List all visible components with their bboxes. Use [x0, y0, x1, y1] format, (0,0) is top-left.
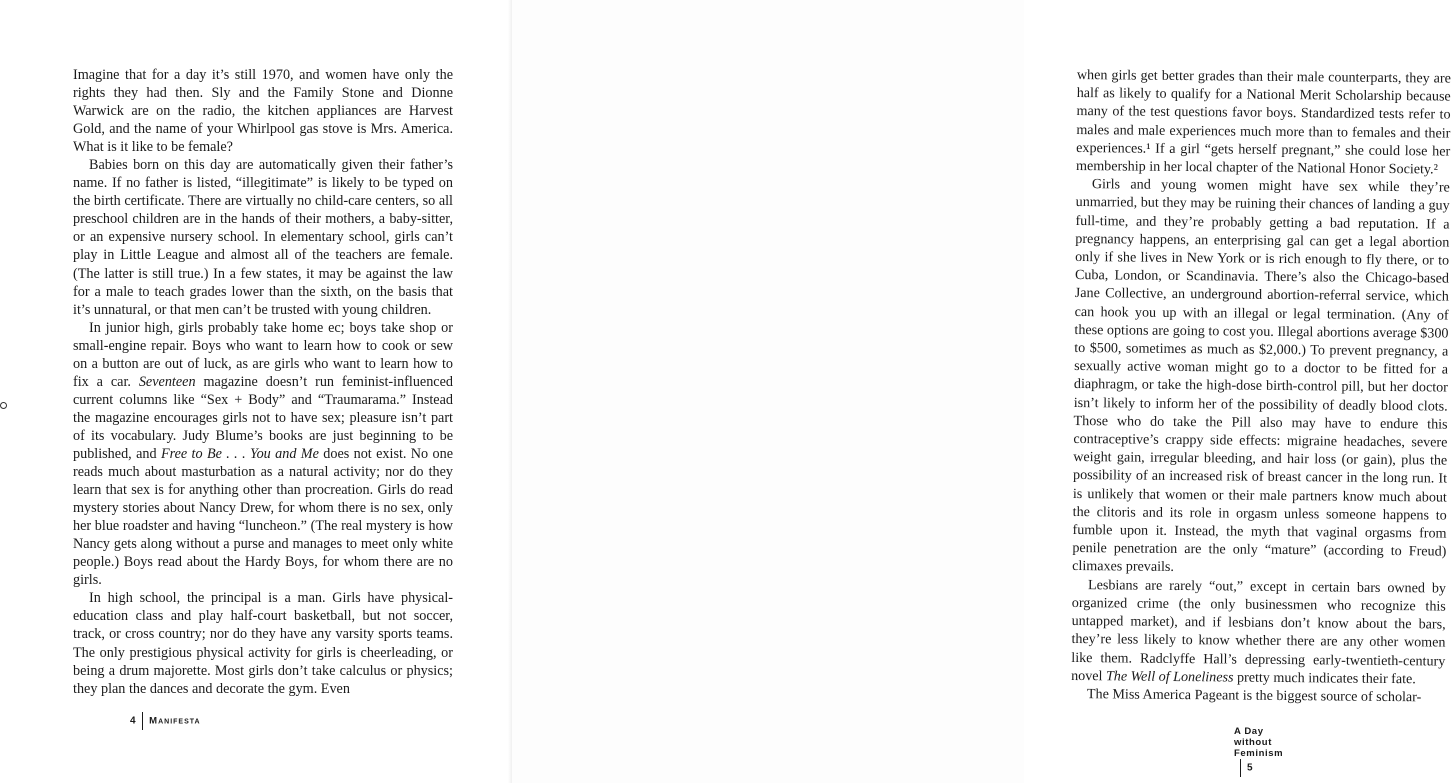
text-run: In high school, the principal is a man. Girls have physical-education class and play half-court basketball, but not soccer, track, or cross country; nor do they have any varsity sports teams. The only prestigious physical activity for girls is cheerleading, or being a drum majorette. Most girls don’t take calculus or physics; they plan the dances and decorate the gym. Even: [73, 590, 453, 697]
paragraph: [73, 589, 453, 697]
text-run: Babies born on this day are automatically given their father’s name. If no father is listed, “illegitimate” is likely to be typed on the birth certificate. There are virtually no child-care centers, so all preschool children are in the hands of their mothers, a baby-sitter, or an expensive nursery school. In elementary school, girls can’t play in Little League and almost all of the teachers are female. (The latter is still true.) In a few states, it may be against the law for a male to teach grades lower than the sixth, on the basis that it’s unnatural, or that men can’t be trusted with young children.: [73, 157, 453, 318]
text-run: Imagine that for a day it’s still 1970, and women have only the rights they had then. Sly and the Family Stone and Dionne Warwick are on the radio, the kitchen appliances are Harvest Gold, and the name of your Whirlpool gas stove is Mrs. America. What is it like to be female?: [73, 67, 453, 156]
italic-title: Seventeen: [138, 373, 196, 390]
text-run: Girls and young women might have sex while they’re unmarried, but they may be ruining their chances of landing a guy full-time, and they’re probably getting a bad reputation. If a pregnancy happens, an enterprising gal can get a legal abortion only if she lives in New York or is rich enough to fly there, or to Cuba, London, or Scandinavia. There’s also the Chicago-based Jane Collective, an underground abortion-referral service, which can hook you up with an illegal or legal termination. (Any of these options are going to cost you. Illegal abortions average $300 to $500, sometimes as much as $2,000.) To prevent pregnancy, a sexually active woman might go to a doctor to be fitted for a diaphragm, or take the high-dose birth-control pill, but her doctor isn’t likely to inform her of the possibility of deadly blood clots. Those who do take the Pill also may have to endure this contraceptive’s crappy side effects: migraine headaches, severe weight gain, irregular bleeding, and hair loss (or gain), plus the possibility of an increased risk of breast cancer in the long run. It is unlikely that women or their male partners know much about the clitoris and its role in orgasm unless someone happens to fumble upon it. Instead, the myth that vaginal orgasms from penile penetration are the only “mature” (according to Freud) climaxes prevails.: [1072, 176, 1450, 576]
paragraph: [1076, 66, 1451, 179]
paragraph: [1071, 576, 1446, 689]
left-page-body: [73, 66, 453, 698]
right-page-footer: [1234, 726, 1283, 777]
footer-divider: [142, 712, 143, 730]
text-run: Lesbians are rarely “out,” except in certain bars owned by organized crime (the only businessmen who recognize this untapped market), and if lesbians don’t know about the bars, they’re less likely to know whether there are any other women like them. Radclyffe Hall’s depressing early-twentieth-century novel: [1071, 576, 1447, 685]
paragraph: [1071, 685, 1445, 707]
margin-mark: [0, 402, 7, 409]
right-page-body: [1071, 66, 1451, 707]
italic-title: Free to Be . . . You and Me: [160, 445, 319, 462]
running-head: Manifesta: [149, 715, 201, 727]
left-page-footer: [130, 712, 201, 730]
paragraph: [73, 319, 453, 590]
italic-title: The Well of Loneliness: [1105, 668, 1234, 686]
paragraph: [73, 66, 453, 156]
text-run: when girls get better grades than their male counterparts, they are half as likely to qualify for a National Merit Scholarship because many of the test questions favor boys. Standardized tests refer to males and male experiences much more than to females and their experiences.¹ If a girl “gets herself pregnant,” she could lose her membership in her local chapter of the National Honor Society.²: [1075, 66, 1451, 178]
text-run: magazine doesn’t run feminist-influenced current columns like “Sex + Body” and “Traumarama.” Instead the magazine encourages girls not to have sex; pleasure isn’t part of its vocabulary. Judy Blume’s books are just beginning to be published, and: [73, 373, 453, 462]
text-run: does not exist. No one reads much about masturbation as a natural activity; nor do they learn that sex is for anything other than procreation. Girls do read mystery stories about Nancy Drew, for whom there is no sex, only her blue roadster and having “luncheon.” (The real mystery is how Nancy gets along without a purse and manages to meet only white people.) Boys read about the Hardy Boys, for whom there are no girls.: [73, 445, 453, 589]
paragraph: [73, 156, 453, 318]
text-run: The Miss America Pageant is the biggest source of scholar-: [1086, 686, 1422, 706]
page-number: 4: [130, 715, 137, 727]
paragraph: [1072, 175, 1450, 579]
running-head: A Day without Feminism: [1234, 726, 1284, 759]
footer-divider: [1240, 759, 1241, 777]
text-run: pretty much indicates their fate.: [1233, 669, 1416, 687]
text-run: In junior high, girls probably take home ec; boys take shop or small-engine repair. Boys who want to learn how to cook or sew on a button are out of luck, as are girls who want to learn how to fix a car.: [73, 319, 453, 390]
left-page: [0, 0, 512, 783]
right-page: [512, 0, 1451, 783]
page-number: 5: [1247, 762, 1254, 774]
